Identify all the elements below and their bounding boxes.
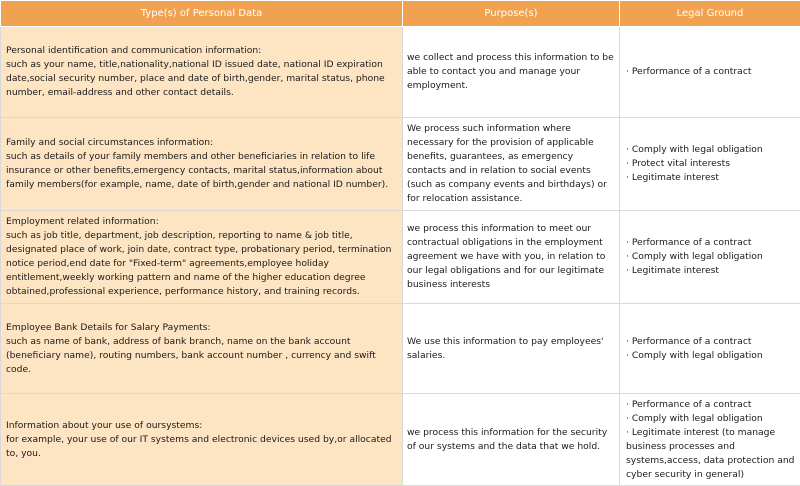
header-legal-ground: Legal Ground — [620, 1, 800, 27]
table-row — [1, 118, 800, 211]
purpose-cell: we process this information for the security of our systems and the data that we hold. — [403, 394, 620, 486]
header-purpose: Purpose(s) — [403, 1, 620, 27]
type-cell — [1, 394, 403, 486]
legal-ground-item: · Performance of a contract — [624, 236, 796, 250]
legal-ground-item: · Comply with legal obligation — [624, 143, 796, 157]
legal-ground-item: · Comply with legal obligation — [624, 250, 796, 264]
type-description: such as job title, department, job description, reporting to name & job title, designated place of work, join date, contract type, probationary period, termination notice period,end date for "Fixed-term" agreements,employee holiday entitlement,weekly working pattern and name of the higher education degree obtained,professional experience, performance history, and training records. — [6, 229, 398, 299]
type-title: Personal identification and communication information: — [6, 44, 398, 58]
table-header — [1, 1, 800, 27]
legal-ground-list — [624, 65, 796, 79]
table-row — [1, 211, 800, 304]
legal-ground-list — [624, 236, 796, 278]
table-row — [1, 304, 800, 394]
legal-ground-item: · Legitimate interest (to manage business processes and systems,access, data protection and cyber security in general) — [624, 426, 796, 482]
legal-ground-cell — [620, 211, 800, 304]
type-title: Employment related information: — [6, 215, 398, 229]
type-description: such as your name, title,nationality,national ID issued date, national ID expiration date,social security number, place and date of birth,gender, marital status, phone number, email-address and other contact details. — [6, 58, 398, 100]
table-row — [1, 27, 800, 118]
legal-ground-list — [624, 143, 796, 185]
type-title: Employee Bank Details for Salary Payments: — [6, 321, 398, 335]
table-row — [1, 394, 800, 486]
legal-ground-item: · Comply with legal obligation — [624, 349, 796, 363]
legal-ground-item: · Performance of a contract — [624, 398, 796, 412]
type-cell — [1, 118, 403, 211]
purpose-cell: we collect and process this information to be able to contact you and manage your employment. — [403, 27, 620, 118]
legal-ground-cell — [620, 118, 800, 211]
purpose-cell: We use this information to pay employees' salaries. — [403, 304, 620, 394]
header-row — [1, 1, 800, 27]
legal-ground-list — [624, 398, 796, 482]
type-description: such as name of bank, address of bank branch, name on the bank account (beneficiary name), routing numbers, bank account number , currency and swift code. — [6, 335, 398, 377]
type-cell — [1, 27, 403, 118]
legal-ground-item: · Protect vital interests — [624, 157, 796, 171]
purpose-cell: We process such information where necessary for the provision of applicable benefits, guarantees, as emergency contacts and in relation to social events (such as company events and birthdays) or for relocation assistance. — [403, 118, 620, 211]
legal-ground-cell — [620, 27, 800, 118]
type-title: Family and social circumstances information: — [6, 136, 398, 150]
legal-ground-cell — [620, 394, 800, 486]
table-body — [1, 27, 800, 486]
purpose-cell: we process this information to meet our contractual obligations in the employment agreement we have with you, in relation to our legal obligations and for our legitimate business interests — [403, 211, 620, 304]
header-type: Type(s) of Personal Data — [1, 1, 403, 27]
legal-ground-list — [624, 335, 796, 363]
type-title: Information about your use of oursystems: — [6, 419, 398, 433]
legal-ground-item: · Comply with legal obligation — [624, 412, 796, 426]
type-description: for example, your use of our IT systems and electronic devices used by,or allocated to, you. — [6, 433, 398, 461]
legal-ground-item: · Legitimate interest — [624, 264, 796, 278]
type-cell — [1, 304, 403, 394]
legal-ground-item: · Performance of a contract — [624, 65, 796, 79]
legal-ground-item: · Legitimate interest — [624, 171, 796, 185]
type-description: such as details of your family members and other beneficiaries in relation to life insurance or other benefits,emergency contacts, marital status,information about family members(for example, name, date of birth,gender and national ID number). — [6, 150, 398, 192]
legal-ground-cell — [620, 304, 800, 394]
type-cell — [1, 211, 403, 304]
legal-ground-item: · Performance of a contract — [624, 335, 796, 349]
